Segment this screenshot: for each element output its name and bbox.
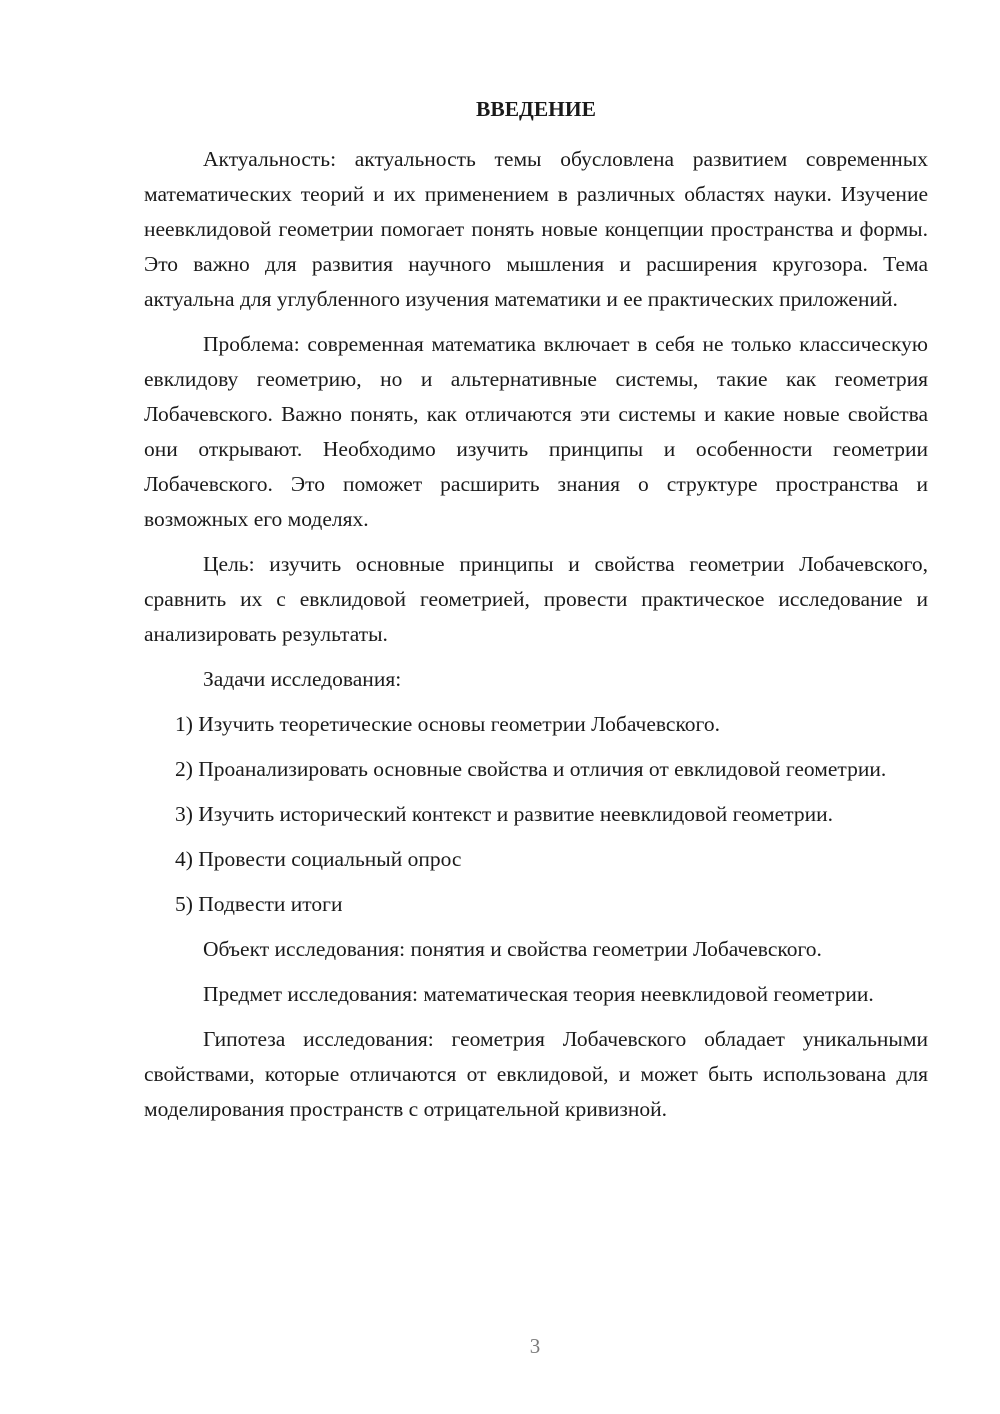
page-number: 3 [529,1334,541,1358]
hypothesis-paragraph: Гипотеза исследования: геометрия Лобачевского обладает уникальными свойствами, которые отличаются от евклидовой, и может быть использована для моделирования пространств с отрицательной кривизной. [144,1027,928,1121]
relevance-paragraph: Актуальность: актуальность темы обусловлена развитием современных математических теорий и их применением в различных областях науки. Изучение неевклидовой геометрии помогает понять новые концепции пространства и формы. Это важно для развития научного мышления и расширения кругозора. Тема актуальна для углубленного изучения математики и ее практических приложений. [144,147,928,311]
task-item-2: 2) Проанализировать основные свойства и отличия от евклидовой геометрии. [175,757,887,781]
task-item-3: 3) Изучить исторический контекст и развитие неевклидовой геометрии. [175,802,833,826]
problem-paragraph: Проблема: современная математика включает в себя не только классическую евклидову геометрию, но и альтернативные системы, такие как геометрия Лобачевского. Важно понять, как отличаются эти системы и какие новые свойства они открывают. Необходимо изучить принципы и особенности геометрии Лобачевского. Это поможет расширить знания о структуре пространства и возможных его моделях. [144,332,928,531]
subject-paragraph: Предмет исследования: математическая теория неевклидовой геометрии. [203,982,874,1006]
page-content [144,94,928,1127]
task-item-4: 4) Провести социальный опрос [175,847,462,871]
goal-paragraph: Цель: изучить основные принципы и свойства геометрии Лобачевского, сравнить их с евклидовой геометрией, провести практическое исследование и анализировать результаты. [144,552,928,646]
section-title: ВВЕДЕНИЕ [476,97,596,121]
object-paragraph: Объект исследования: понятия и свойства геометрии Лобачевского. [203,937,822,961]
tasks-heading: Задачи исследования: [203,667,402,691]
task-item-5: 5) Подвести итоги [175,892,343,916]
task-item-1: 1) Изучить теоретические основы геометрии Лобачевского. [175,712,720,736]
